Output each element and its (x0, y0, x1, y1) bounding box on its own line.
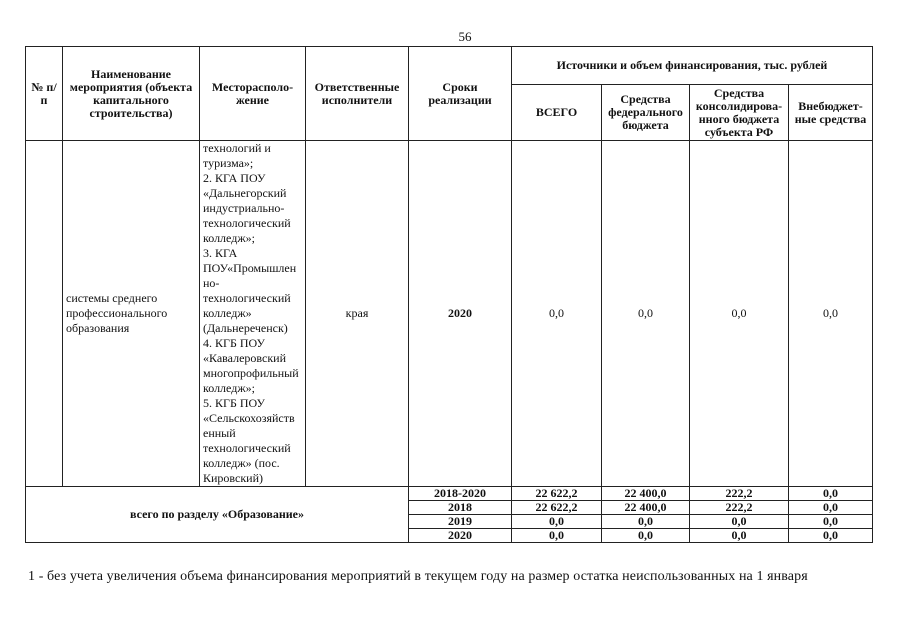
header-sources: Источники и объем финансирования, тыс. рублей (512, 47, 873, 85)
row-name: системы среднего профессионального образования (63, 141, 200, 487)
summary-row (26, 487, 873, 501)
summary-regional: 222,2 (690, 487, 789, 501)
summary-regional: 0,0 (690, 529, 789, 543)
summary-extra: 0,0 (789, 515, 873, 529)
summary-period: 2018 (409, 501, 512, 515)
summary-federal: 22 400,0 (602, 501, 690, 515)
summary-label: всего по разделу «Образование» (26, 487, 409, 543)
summary-period: 2019 (409, 515, 512, 529)
summary-extra: 0,0 (789, 487, 873, 501)
summary-period: 2018-2020 (409, 487, 512, 501)
summary-federal: 22 400,0 (602, 487, 690, 501)
summary-regional: 0,0 (690, 515, 789, 529)
header-regional: Средства консолидирова-нного бюджета субъекта РФ (690, 85, 789, 141)
summary-period: 2020 (409, 529, 512, 543)
header-period: Сроки реализации (409, 47, 512, 141)
header-num: № п/п (26, 47, 63, 141)
summary-federal: 0,0 (602, 515, 690, 529)
row-period: 2020 (409, 141, 512, 487)
row-federal: 0,0 (602, 141, 690, 487)
summary-total: 0,0 (512, 515, 602, 529)
header-executors: Ответственные исполнители (306, 47, 409, 141)
summary-total: 22 622,2 (512, 487, 602, 501)
header-location: Месторасполо-жение (200, 47, 306, 141)
row-location: технологий и туризма»; 2. КГА ПОУ «Дальнегорский индустриально-технологический колледж»; 3. КГА ПОУ«Промышлен но-технологический колледж» (Дальнереченск) 4. КГБ ПОУ «Кавалеровский многопрофильный колледж»; 5. КГБ ПОУ «Сельскохозяйств енный технологический колледж» (пос. Кировский) (200, 141, 306, 487)
header-total: ВСЕГО (512, 85, 602, 141)
row-extra: 0,0 (789, 141, 873, 487)
summary-extra: 0,0 (789, 529, 873, 543)
financing-table (25, 46, 873, 543)
summary-extra: 0,0 (789, 501, 873, 515)
summary-federal: 0,0 (602, 529, 690, 543)
row-num (26, 141, 63, 487)
header-federal: Средства федерального бюджета (602, 85, 690, 141)
page-number: 56 (458, 29, 472, 44)
summary-total: 0,0 (512, 529, 602, 543)
footnote: 1 - без учета увеличения объема финансирования мероприятий в текущем году на размер остатка неиспользованных на 1 января (28, 569, 808, 584)
row-executors: края (306, 141, 409, 487)
summary-regional: 222,2 (690, 501, 789, 515)
row-regional: 0,0 (690, 141, 789, 487)
summary-total: 22 622,2 (512, 501, 602, 515)
header-name: Наименование мероприятия (объекта капитального строительства) (63, 47, 200, 141)
table-row (26, 141, 873, 487)
header-extra: Внебюджет-ные средства (789, 85, 873, 141)
row-total: 0,0 (512, 141, 602, 487)
